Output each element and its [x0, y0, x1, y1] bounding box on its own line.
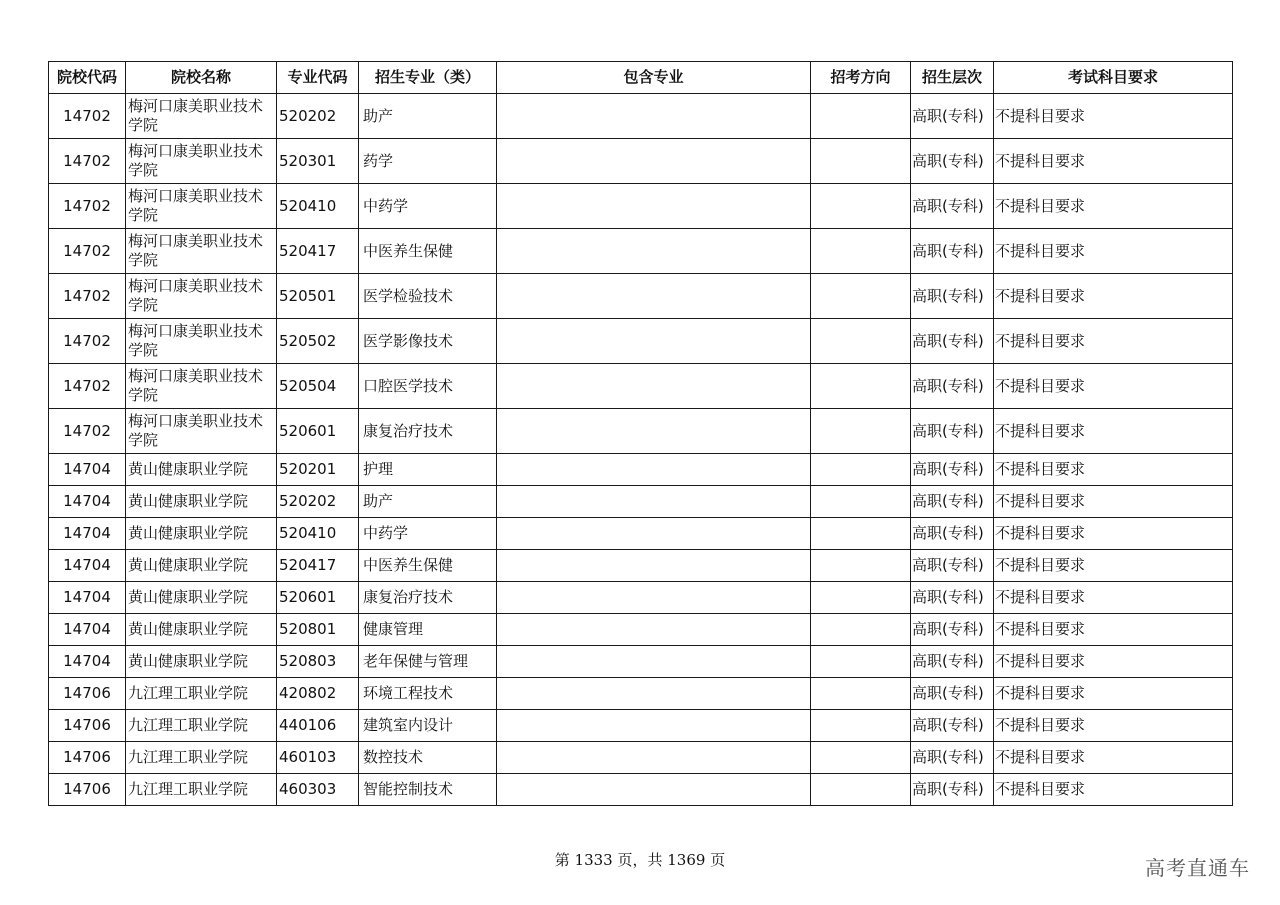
cell-requirement: 不提科目要求	[994, 742, 1233, 774]
cell-major: 健康管理	[359, 614, 497, 646]
cell-direction	[811, 229, 911, 274]
cell-level: 高职(专科)	[911, 274, 994, 319]
cell-requirement: 不提科目要求	[994, 229, 1233, 274]
cell-direction	[811, 646, 911, 678]
table-row	[49, 94, 1233, 139]
table-row	[49, 614, 1233, 646]
cell-includes	[497, 710, 811, 742]
cell-major-code: 520601	[277, 582, 359, 614]
cell-school-name: 梅河口康美职业技术学院	[126, 319, 277, 364]
cell-requirement: 不提科目要求	[994, 274, 1233, 319]
cell-major: 中药学	[359, 518, 497, 550]
cell-major: 口腔医学技术	[359, 364, 497, 409]
cell-school-name: 黄山健康职业学院	[126, 646, 277, 678]
table-row	[49, 229, 1233, 274]
table-row	[49, 710, 1233, 742]
cell-includes	[497, 274, 811, 319]
cell-school-name: 梅河口康美职业技术学院	[126, 184, 277, 229]
cell-school-name: 黄山健康职业学院	[126, 454, 277, 486]
cell-includes	[497, 94, 811, 139]
cell-requirement: 不提科目要求	[994, 319, 1233, 364]
cell-direction	[811, 364, 911, 409]
cell-includes	[497, 550, 811, 582]
cell-school-name: 九江理工职业学院	[126, 774, 277, 806]
cell-major-code: 460303	[277, 774, 359, 806]
cell-level: 高职(专科)	[911, 614, 994, 646]
cell-major: 智能控制技术	[359, 774, 497, 806]
cell-school-name: 黄山健康职业学院	[126, 550, 277, 582]
cell-school-code: 14702	[49, 94, 126, 139]
cell-school-code: 14706	[49, 774, 126, 806]
cell-level: 高职(专科)	[911, 742, 994, 774]
cell-school-name: 梅河口康美职业技术学院	[126, 139, 277, 184]
cell-major: 药学	[359, 139, 497, 184]
cell-school-code: 14702	[49, 184, 126, 229]
cell-school-code: 14706	[49, 710, 126, 742]
admissions-table	[48, 61, 1233, 806]
watermark: 高考直通车	[1145, 856, 1250, 880]
cell-direction	[811, 582, 911, 614]
cell-major: 中医养生保健	[359, 229, 497, 274]
cell-major: 助产	[359, 486, 497, 518]
cell-major: 环境工程技术	[359, 678, 497, 710]
cell-school-code: 14702	[49, 409, 126, 454]
header-direction: 招考方向	[811, 62, 911, 94]
cell-direction	[811, 139, 911, 184]
cell-direction	[811, 678, 911, 710]
cell-major: 中药学	[359, 184, 497, 229]
cell-major: 医学检验技术	[359, 274, 497, 319]
cell-school-name: 九江理工职业学院	[126, 742, 277, 774]
cell-major-code: 520202	[277, 94, 359, 139]
cell-major-code: 520501	[277, 274, 359, 319]
header-school-code: 院校代码	[49, 62, 126, 94]
cell-direction	[811, 94, 911, 139]
cell-includes	[497, 319, 811, 364]
cell-major: 助产	[359, 94, 497, 139]
cell-requirement: 不提科目要求	[994, 646, 1233, 678]
header-major: 招生专业（类）	[359, 62, 497, 94]
cell-school-code: 14702	[49, 364, 126, 409]
cell-level: 高职(专科)	[911, 229, 994, 274]
cell-school-code: 14706	[49, 678, 126, 710]
cell-major-code: 420802	[277, 678, 359, 710]
cell-school-name: 梅河口康美职业技术学院	[126, 364, 277, 409]
table-row	[49, 409, 1233, 454]
cell-major-code: 520417	[277, 229, 359, 274]
cell-major: 康复治疗技术	[359, 409, 497, 454]
table-row	[49, 774, 1233, 806]
cell-school-name: 黄山健康职业学院	[126, 518, 277, 550]
cell-school-code: 14702	[49, 274, 126, 319]
cell-major: 老年保健与管理	[359, 646, 497, 678]
cell-level: 高职(专科)	[911, 319, 994, 364]
cell-level: 高职(专科)	[911, 184, 994, 229]
cell-includes	[497, 678, 811, 710]
cell-direction	[811, 319, 911, 364]
cell-school-code: 14706	[49, 742, 126, 774]
cell-requirement: 不提科目要求	[994, 409, 1233, 454]
cell-school-code: 14704	[49, 614, 126, 646]
cell-school-name: 黄山健康职业学院	[126, 614, 277, 646]
cell-includes	[497, 582, 811, 614]
cell-major-code: 520601	[277, 409, 359, 454]
cell-requirement: 不提科目要求	[994, 184, 1233, 229]
cell-level: 高职(专科)	[911, 486, 994, 518]
cell-major-code: 520801	[277, 614, 359, 646]
cell-includes	[497, 139, 811, 184]
table-row	[49, 319, 1233, 364]
cell-includes	[497, 454, 811, 486]
cell-requirement: 不提科目要求	[994, 550, 1233, 582]
cell-school-code: 14702	[49, 319, 126, 364]
cell-level: 高职(专科)	[911, 139, 994, 184]
cell-major-code: 440106	[277, 710, 359, 742]
cell-requirement: 不提科目要求	[994, 678, 1233, 710]
cell-includes	[497, 518, 811, 550]
cell-major: 康复治疗技术	[359, 582, 497, 614]
cell-direction	[811, 742, 911, 774]
cell-major-code: 520301	[277, 139, 359, 184]
cell-level: 高职(专科)	[911, 774, 994, 806]
table-row	[49, 454, 1233, 486]
cell-direction	[811, 774, 911, 806]
cell-direction	[811, 454, 911, 486]
cell-school-code: 14702	[49, 139, 126, 184]
cell-requirement: 不提科目要求	[994, 774, 1233, 806]
table-row	[49, 139, 1233, 184]
cell-school-code: 14704	[49, 518, 126, 550]
cell-school-code: 14704	[49, 454, 126, 486]
cell-school-name: 九江理工职业学院	[126, 710, 277, 742]
table-row	[49, 678, 1233, 710]
cell-major: 中医养生保健	[359, 550, 497, 582]
header-school-name: 院校名称	[126, 62, 277, 94]
header-requirement: 考试科目要求	[994, 62, 1233, 94]
table-row	[49, 742, 1233, 774]
cell-major-code: 520202	[277, 486, 359, 518]
cell-direction	[811, 486, 911, 518]
cell-includes	[497, 614, 811, 646]
table-row	[49, 274, 1233, 319]
table-body	[49, 94, 1233, 806]
cell-school-code: 14704	[49, 486, 126, 518]
cell-includes	[497, 364, 811, 409]
cell-major-code: 520410	[277, 518, 359, 550]
cell-major: 护理	[359, 454, 497, 486]
cell-includes	[497, 742, 811, 774]
cell-level: 高职(专科)	[911, 646, 994, 678]
cell-major-code: 520417	[277, 550, 359, 582]
cell-school-name: 梅河口康美职业技术学院	[126, 229, 277, 274]
cell-requirement: 不提科目要求	[994, 454, 1233, 486]
cell-requirement: 不提科目要求	[994, 94, 1233, 139]
cell-school-name: 黄山健康职业学院	[126, 582, 277, 614]
cell-major-code: 520803	[277, 646, 359, 678]
cell-includes	[497, 184, 811, 229]
table-row	[49, 486, 1233, 518]
cell-requirement: 不提科目要求	[994, 614, 1233, 646]
cell-school-name: 梅河口康美职业技术学院	[126, 274, 277, 319]
cell-school-code: 14704	[49, 550, 126, 582]
cell-direction	[811, 518, 911, 550]
table-row	[49, 550, 1233, 582]
cell-direction	[811, 409, 911, 454]
cell-direction	[811, 614, 911, 646]
header-row	[49, 62, 1233, 94]
cell-major-code: 520504	[277, 364, 359, 409]
cell-requirement: 不提科目要求	[994, 518, 1233, 550]
header-major-code: 专业代码	[277, 62, 359, 94]
header-level: 招生层次	[911, 62, 994, 94]
cell-direction	[811, 710, 911, 742]
cell-direction	[811, 550, 911, 582]
cell-school-code: 14702	[49, 229, 126, 274]
table-row	[49, 364, 1233, 409]
table-row	[49, 582, 1233, 614]
cell-major-code: 520502	[277, 319, 359, 364]
cell-level: 高职(专科)	[911, 454, 994, 486]
cell-school-name: 梅河口康美职业技术学院	[126, 94, 277, 139]
cell-major-code: 520201	[277, 454, 359, 486]
cell-school-name: 黄山健康职业学院	[126, 486, 277, 518]
cell-school-code: 14704	[49, 582, 126, 614]
cell-direction	[811, 274, 911, 319]
cell-major: 建筑室内设计	[359, 710, 497, 742]
cell-major: 数控技术	[359, 742, 497, 774]
cell-school-code: 14704	[49, 646, 126, 678]
cell-includes	[497, 409, 811, 454]
cell-requirement: 不提科目要求	[994, 364, 1233, 409]
cell-direction	[811, 184, 911, 229]
cell-school-name: 九江理工职业学院	[126, 678, 277, 710]
cell-major-code: 520410	[277, 184, 359, 229]
cell-level: 高职(专科)	[911, 710, 994, 742]
cell-level: 高职(专科)	[911, 94, 994, 139]
table-row	[49, 518, 1233, 550]
table-row	[49, 184, 1233, 229]
cell-level: 高职(专科)	[911, 582, 994, 614]
page-number: 第 1333 页，共 1369 页	[554, 851, 726, 869]
cell-requirement: 不提科目要求	[994, 139, 1233, 184]
cell-requirement: 不提科目要求	[994, 582, 1233, 614]
cell-major: 医学影像技术	[359, 319, 497, 364]
cell-level: 高职(专科)	[911, 678, 994, 710]
cell-level: 高职(专科)	[911, 409, 994, 454]
cell-includes	[497, 774, 811, 806]
cell-school-name: 梅河口康美职业技术学院	[126, 409, 277, 454]
cell-requirement: 不提科目要求	[994, 710, 1233, 742]
header-includes: 包含专业	[497, 62, 811, 94]
cell-includes	[497, 486, 811, 518]
table-row	[49, 646, 1233, 678]
cell-major-code: 460103	[277, 742, 359, 774]
cell-includes	[497, 229, 811, 274]
cell-includes	[497, 646, 811, 678]
cell-requirement: 不提科目要求	[994, 486, 1233, 518]
cell-level: 高职(专科)	[911, 364, 994, 409]
cell-level: 高职(专科)	[911, 518, 994, 550]
cell-level: 高职(专科)	[911, 550, 994, 582]
